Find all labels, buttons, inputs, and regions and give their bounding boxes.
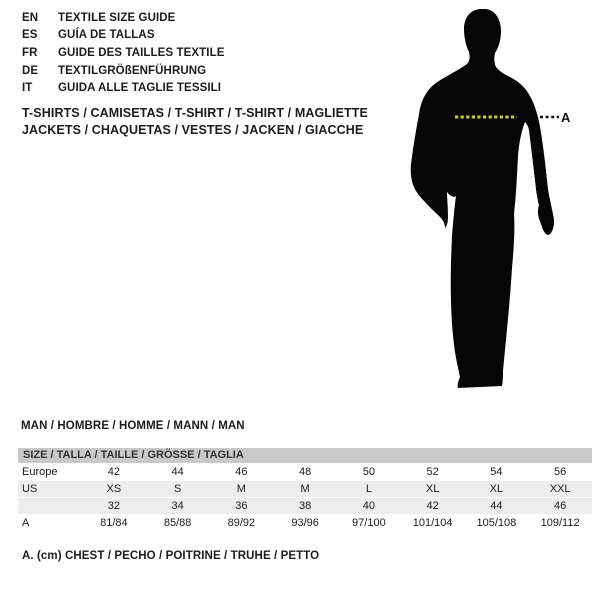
product-categories — [22, 105, 368, 139]
size-cell: 56 — [554, 466, 567, 478]
language-code: IT — [22, 82, 33, 95]
size-cell: 105/108 — [476, 517, 517, 529]
size-table — [18, 448, 592, 531]
size-cell: S — [173, 483, 182, 495]
table-row-europe — [18, 464, 592, 480]
man-silhouette-svg — [402, 6, 577, 392]
measure-label-a: A — [561, 110, 571, 125]
size-cell: 34 — [171, 500, 184, 512]
size-cell: 44 — [171, 466, 184, 478]
table-row-us-numeric — [18, 498, 592, 514]
size-cell: 36 — [235, 500, 248, 512]
size-cell: 38 — [299, 500, 312, 512]
size-cell: 101/104 — [412, 517, 453, 529]
size-cell: 97/100 — [352, 517, 386, 529]
row-label: Europe — [22, 466, 58, 478]
language-row — [22, 27, 225, 45]
size-cell: 93/96 — [291, 517, 319, 529]
language-code: DE — [22, 64, 39, 77]
size-cell: 81/84 — [100, 517, 128, 529]
size-cell: 40 — [362, 500, 375, 512]
section-title-man: MAN / HOMBRE / HOMME / MANN / MAN — [21, 420, 245, 432]
size-cell: XXL — [549, 483, 571, 495]
language-code: ES — [22, 29, 38, 42]
language-code: FR — [22, 46, 38, 59]
size-cell: XL — [489, 483, 504, 495]
language-row — [22, 44, 225, 62]
size-cell: 42 — [426, 500, 439, 512]
size-cell: 50 — [362, 466, 375, 478]
size-cell: 46 — [235, 466, 248, 478]
size-cell: 54 — [490, 466, 503, 478]
language-label: TEXTILGRÖßENFÜHRUNG — [58, 64, 207, 77]
size-cell: 42 — [107, 466, 120, 478]
man-silhouette-figure — [402, 6, 577, 392]
language-label: GUIDE DES TAILLES TEXTILE — [58, 46, 225, 59]
language-row — [22, 79, 225, 97]
row-label: A — [22, 517, 30, 529]
product-line-jackets: JACKETS / CHAQUETAS / VESTES / JACKEN / GIACCHE — [22, 123, 364, 137]
language-code: EN — [22, 11, 39, 24]
size-cell: 85/88 — [163, 517, 192, 529]
size-table-header: SIZE / TALLA / TAILLE / GRÖSSE / TAGLIA — [18, 448, 592, 463]
language-label: GUÍA DE TALLAS — [58, 29, 155, 42]
size-cell: 46 — [554, 500, 567, 512]
size-cell: XS — [106, 483, 122, 495]
size-cell: XL — [425, 483, 440, 495]
footnote-chest-measure: A. (cm) CHEST / PECHO / POITRINE / TRUHE / PETTO — [22, 550, 320, 562]
language-title-list — [22, 9, 225, 97]
language-row — [22, 9, 225, 27]
row-label: US — [22, 483, 38, 495]
size-cell: 52 — [426, 466, 439, 478]
language-label: TEXTILE SIZE GUIDE — [58, 11, 176, 24]
size-cell: 48 — [299, 466, 312, 478]
product-line-tshirts: T-SHIRTS / CAMISETAS / T-SHIRT / T-SHIRT / MAGLIETTE — [22, 106, 368, 120]
size-cell: L — [365, 483, 372, 495]
size-cell: M — [300, 483, 310, 495]
size-cell: 109/112 — [540, 517, 580, 529]
language-label: GUIDA ALLE TAGLIE TESSILI — [58, 82, 222, 95]
man-silhouette-path — [411, 9, 554, 388]
table-row-chest-a — [18, 515, 592, 531]
table-row-us — [18, 481, 592, 497]
size-cell: 44 — [490, 500, 503, 512]
language-row — [22, 62, 225, 80]
size-cell: M — [236, 483, 246, 495]
size-cell: 32 — [107, 500, 120, 512]
size-cell: 89/92 — [227, 517, 256, 529]
